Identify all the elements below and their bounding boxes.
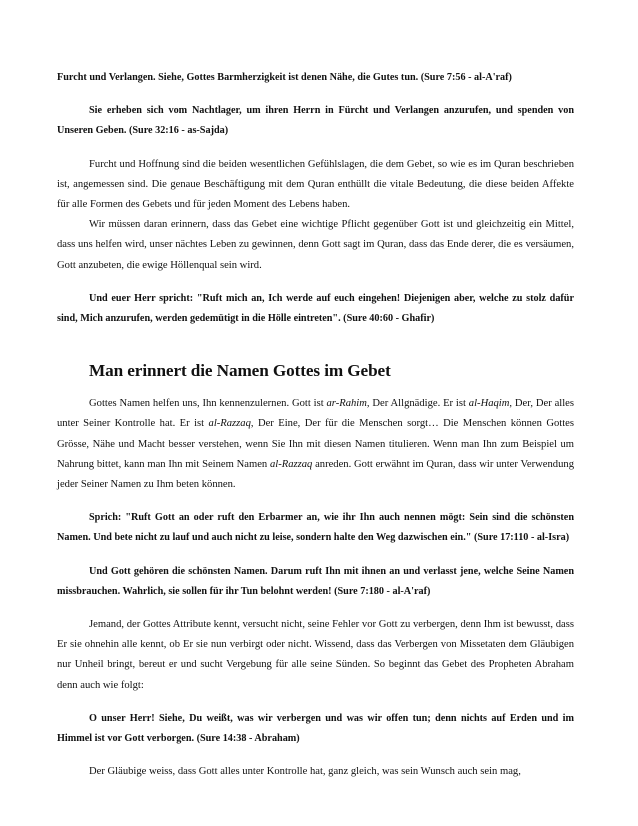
divine-name: al-Haqim bbox=[468, 398, 510, 410]
divine-name: al-Razzaq bbox=[208, 418, 251, 430]
body-paragraph: Jemand, der Gottes Attribute kennt, versucht nicht, seine Fehler vor Gott zu verbergen, denn Ihm ist bewusst, dass Er sie ohnehin alle kennt, ob Er sie nun verbirgt oder nicht. Wissend, dass das Verbergen von Missetaten dem Gläubigen nur Unheil bringt, bereut er und sucht Vergebung für alle seine Sünden. So beginnt das Gebet des Propheten Abraham denn auch wie folgt: bbox=[57, 619, 574, 691]
body-paragraph: Furcht und Hoffnung sind die beiden wesentlichen Gefühlslagen, die dem Gebet, so wie es im Quran beschrieben ist, angemessen sind. Die genaue Beschäftigung mit dem Quran enthüllt die vitale Bedeutung, die diese beiden Affekte für alle Formen des Gebets und für jeden Moment des Lebens haben. bbox=[57, 158, 574, 211]
divine-name: ar-Rahim, bbox=[326, 398, 370, 410]
quote-paragraph: Sie erheben sich vom Nachtlager, um ihren Herrn in Fürcht und Verlangen anzurufen, und spenden von Unseren Geben. (Sure 32:16 - as-Sajda) bbox=[57, 105, 574, 137]
body-paragraph: Wir müssen daran erinnern, dass das Gebet eine wichtige Pflicht gegenüber Gott ist und gleichzeitig ein Mittel, dass uns helfen wird, unser nächtes Leben zu gewinnen, denn Gott sagt im Quran, dass das Ende derer, die es versäumen, Gott anzubeten, die ewige Höllenqual sein wird. bbox=[57, 219, 574, 271]
document-page bbox=[57, 68, 574, 782]
text-segment: Gottes Namen helfen uns, Ihn kennenzulernen. Gott ist bbox=[89, 398, 327, 410]
text-segment: , Der, Der alles unter Seiner Kontrolle hat. Er ist bbox=[57, 398, 574, 430]
text-segment: , Der Eine, Der für die Menschen sorgt… Die Menschen können Gottes Grösse, Nähe und Macht besser verstehen, wenn Sie Ihn mit diesen Namen titulieren. Wenn man Ihn zum Beispiel um Nahrung bittet, kann man Ihn mit Seinem Namen bbox=[57, 418, 574, 470]
body-paragraph-names bbox=[57, 394, 574, 495]
quote-paragraph: Und Gott gehören die schönsten Namen. Darum ruft Ihn mit ihnen an und verlasst jene, welche Seine Namen missbrauchen. Wahrlich, sie sollen für ihr Tun belohnt werden! (Sure 7:180 - al-A'raf) bbox=[57, 565, 574, 597]
quote-paragraph: Und euer Herr spricht: "Ruft mich an, Ich werde auf euch eingehen! Diejenigen aber, welche zu stolz dafür sind, Mich anzurufen, werden gedemütigt in die Hölle eintreten". (Sure 40:60 - Ghafir) bbox=[57, 292, 574, 325]
section-heading: Man erinnert die Namen Gottes im Gebet bbox=[89, 361, 391, 381]
text-segment: Der Allgnädige. Er ist bbox=[369, 398, 469, 410]
quote-paragraph: Furcht und Verlangen. Siehe, Gottes Barmherzigkeit ist denen Nähe, die Gutes tun. (Sure 7:56 - al-A'raf) bbox=[57, 72, 512, 83]
body-paragraph: Der Gläubige weiss, dass Gott alles unter Kontrolle hat, ganz gleich, was sein Wunsch auch sein mag, bbox=[89, 766, 521, 778]
text-segment: anreden. Gott erwähnt im Quran, dass wir unter Verwendung jeder Seiner Namen zu Ihm beten können. bbox=[57, 458, 574, 491]
divine-name: al-Razzaq bbox=[269, 458, 313, 470]
quote-paragraph: O unser Herr! Siehe, Du weißt, was wir verbergen und was wir offen tun; denn nichts auf Erden und im Himmel ist vor Gott verborgen. (Sure 14:38 - Abraham) bbox=[57, 712, 574, 745]
quote-paragraph: Sprich: "Ruft Gott an oder ruft den Erbarmer an, wie ihr Ihn auch nennen mögt: Sein sind die schönsten Namen. Und bete nicht zu lauf und auch nicht zu leise, sondern halte den Weg dazwischen ein." (Sure 17:110 - al-Isra) bbox=[57, 512, 574, 544]
